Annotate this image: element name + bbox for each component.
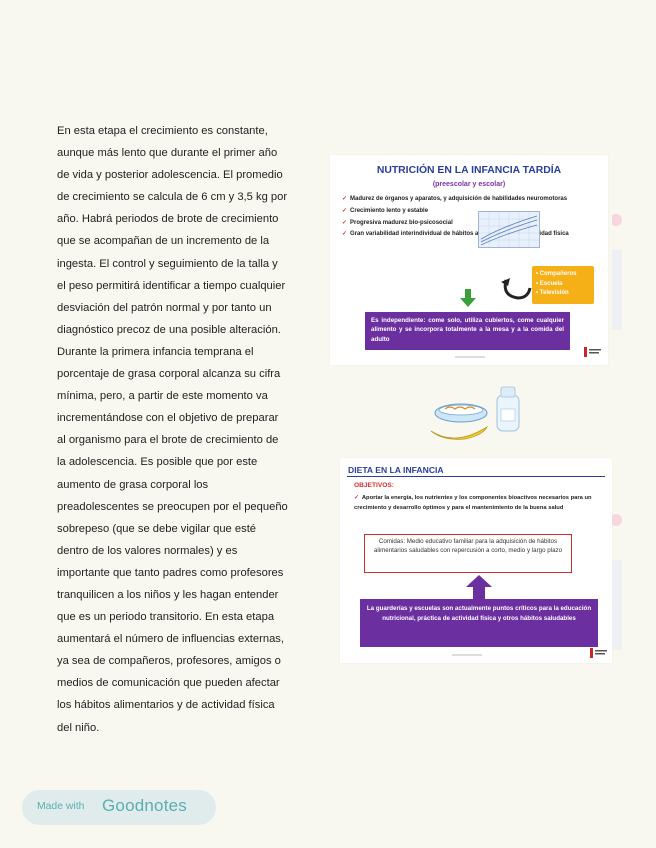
schools-note-box: La guarderías y escuelas son actualmente puntos críticos para la educación nutricional, práctica de actividad física y otros hábitos saludables bbox=[360, 599, 598, 647]
badge-made-with: Made with bbox=[37, 801, 85, 812]
body-text-line: aumento de grasa corporal los bbox=[57, 478, 209, 491]
slide-subtitle: (preescolar y escolar) bbox=[432, 181, 506, 188]
body-text-line: dentro de los valores normales) y es bbox=[57, 544, 238, 557]
objective-text: ✓ Aportar la energía, los nutrientes y los componentes bioactivos necesarios para un crecimiento y desarrollo óptimos y para el mantenimiento de la buena salud bbox=[354, 495, 592, 511]
body-text-line: medios de comunicación que pueden afectar bbox=[57, 677, 280, 690]
bullet-item: ✓ Progresiva madurez bio-psicosocial bbox=[342, 219, 453, 226]
badge-brand: Goodnotes bbox=[102, 796, 187, 815]
check-icon: ✓ bbox=[342, 207, 348, 214]
university-logo-icon bbox=[584, 347, 602, 357]
slide-title: DIETA EN LA INFANCIA bbox=[348, 465, 444, 475]
curved-arrow-icon bbox=[500, 276, 532, 302]
body-text-line: tranquilicen a los niños y les hagan entender bbox=[57, 588, 279, 601]
body-text-line: porcentaje de grasa corporal alcanza su cifra bbox=[57, 368, 281, 381]
body-text-line: del niño. bbox=[57, 721, 100, 734]
body-text-line: aunque más lento que durante el primer año bbox=[57, 147, 278, 160]
summary-box: Es independiente: come solo, utiliza cubiertos, come cualquier alimento y se incorpora totalmente a la mesa y a la comida del adulto bbox=[365, 312, 570, 350]
body-text-line: la adolescencia. Es posible que por este bbox=[57, 456, 258, 469]
body-text-line: de crecimiento se calcula de 6 cm y 3,5 kg por bbox=[57, 191, 288, 204]
body-text-line: mínima, pero, a partir de este momento va bbox=[57, 390, 268, 403]
slide-footer bbox=[452, 654, 482, 656]
made-with-goodnotes-badge bbox=[22, 790, 216, 825]
influence-item: • Compañeros bbox=[536, 271, 577, 277]
body-text-line: aumentará el número de influencias externas, bbox=[57, 633, 284, 646]
decorative-shapes bbox=[612, 500, 656, 660]
influences-box bbox=[532, 266, 594, 304]
body-text-line: ingesta. El control y seguimiento de la talla y bbox=[57, 257, 278, 270]
body-text-line: incrementándose con el objetivo de preparar bbox=[57, 412, 279, 425]
check-icon: ✓ bbox=[342, 196, 348, 202]
influence-item: • Escuela bbox=[536, 280, 563, 287]
body-text-line: que se acompañan de un incremento de la bbox=[57, 235, 270, 248]
slide-dieta-infancia bbox=[340, 458, 612, 663]
bullet-item: ✓ Crecimiento lento y estable bbox=[342, 207, 429, 214]
meals-note-box: Comidas: Medio educativo familiar para la adquisición de hábitos alimentarios saludables con repercusión a corto, medio y largo plazo bbox=[364, 534, 572, 573]
slide-footer bbox=[455, 356, 485, 358]
body-text-line: ya sea de compañeros, profesores, amigos o bbox=[57, 655, 281, 668]
body-text-line: diagnóstico precoz de una posible alteración. bbox=[57, 323, 281, 336]
slide-nutricion-infancia-tardia bbox=[330, 155, 608, 365]
bullet-list bbox=[342, 195, 600, 242]
bullet-item: ✓ Gran variabilidad interindividual de hábitos alimentarios y de actividad física bbox=[342, 231, 569, 238]
body-text-line: desviación del patrón normal y por tanto un bbox=[57, 301, 272, 314]
check-icon: ✓ bbox=[354, 495, 359, 501]
body-text-line: el peso permitirá identificar a tiempo cualquier bbox=[57, 279, 286, 292]
body-paragraph bbox=[57, 120, 305, 739]
body-text-line: Durante la primera infancia temprana el bbox=[57, 345, 254, 358]
body-text-line: año. Habrá periodos de brote de crecimiento bbox=[57, 213, 279, 226]
body-text-line: los hábitos alimentarios y de actividad física bbox=[57, 699, 275, 712]
bullet-item: ✓ Madurez de órganos y aparatos, y adquisición de habilidades neuromotoras bbox=[342, 196, 568, 202]
arrow-up-icon bbox=[466, 575, 492, 599]
decorative-shapes bbox=[612, 190, 656, 340]
check-icon: ✓ bbox=[342, 231, 348, 238]
arrow-down-icon bbox=[460, 289, 476, 307]
slide-title: NUTRICIÓN EN LA INFANCIA TARDÍA bbox=[376, 165, 562, 176]
influence-item: • Televisión bbox=[536, 290, 569, 296]
growth-chart-icon bbox=[478, 211, 540, 248]
body-text-line: En esta etapa el crecimiento es constante, bbox=[57, 125, 268, 137]
university-logo-icon bbox=[590, 648, 608, 658]
body-text-line: importante que tanto padres como profesores bbox=[57, 566, 284, 579]
body-text-line: sobrepeso (que se debe vigilar que esté bbox=[57, 522, 257, 535]
title-underline bbox=[347, 476, 605, 477]
body-text-line: que es un periodo transitorio. En esta etapa bbox=[57, 611, 275, 624]
body-text-line: al organismo para el brote de crecimiento de bbox=[57, 434, 279, 447]
body-text-line: preadolescentes se preocupen por el pequeño bbox=[57, 500, 288, 513]
body-text-line: de vida y posterior adolescencia. El promedio bbox=[57, 169, 283, 182]
objectives-heading: OBJETIVOS: bbox=[354, 482, 394, 489]
food-illustration bbox=[425, 385, 527, 445]
check-icon: ✓ bbox=[342, 219, 348, 226]
